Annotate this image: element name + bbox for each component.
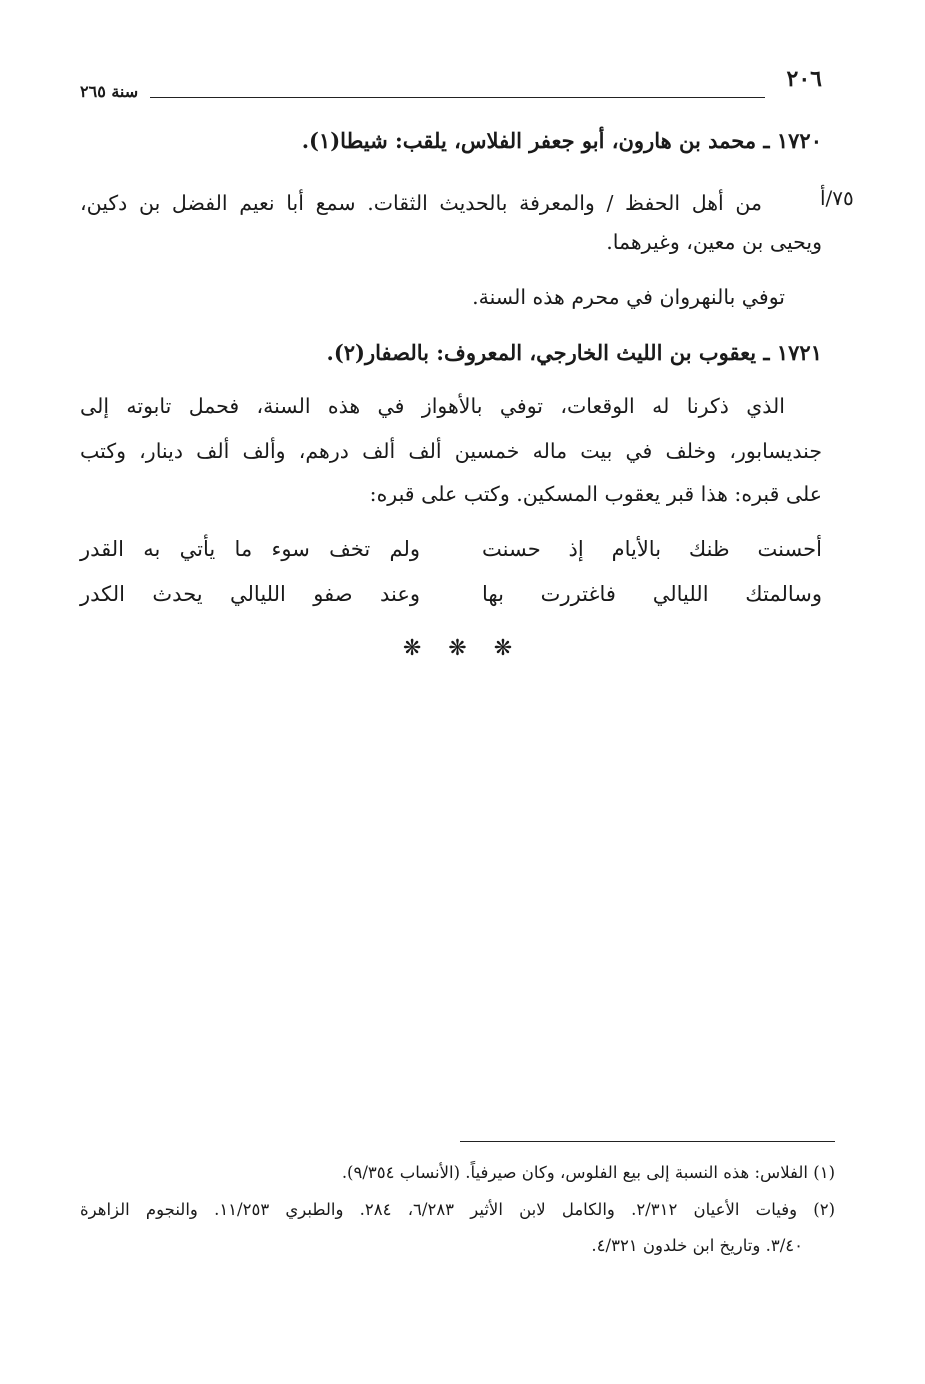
footnote-1: (١) الفلاس: هذه النسبة إلى بيع الفلوس، وكان صيرفياً. (الأنساب ٩/٣٥٤). — [341, 1163, 835, 1182]
section-separator-stars: ❋ ❋ ❋ — [402, 636, 523, 661]
entry-1720-line-3: توفي بالنهروان في محرم هذه السنة. — [472, 285, 785, 309]
entry-1720-heading: ١٧٢٠ ـ محمد بن هارون، أبو جعفر الفلاس، يلقب: شيطا(١). — [301, 128, 822, 153]
poem-verse-1-second-hemistich: ولم تخف سوء ما يأتي به القدر — [80, 537, 420, 561]
entry-1721-heading: ١٧٢١ ـ يعقوب بن الليث الخارجي، المعروف: بالصفار(٢). — [326, 340, 822, 365]
footnote-rule — [460, 1141, 835, 1142]
poem-verse-1-first-hemistich: أحسنت ظنك بالأيام إذ حسنت — [482, 537, 822, 561]
entry-1720-line-1 — [80, 184, 822, 222]
entry-1720-line-2: ويحيى بن معين، وغيرهما. — [606, 230, 822, 254]
running-head-year: سنة ٢٦٥ — [80, 82, 139, 101]
poem-verse-2-second-hemistich: وعند صفو الليالي يحدث الكدر — [80, 582, 420, 606]
entry-1721-line-3: على قبره: هذا قبر يعقوب المسكين. وكتب على قبره: — [369, 482, 822, 506]
footnote-2-line-2: ٣/٤٠. وتاريخ ابن خلدون ٤/٣٢١. — [591, 1236, 803, 1255]
page-number: ٢٠٦ — [786, 66, 822, 92]
footnote-2-line-1: (٢) وفيات الأعيان ٢/٣١٢. والكامل لابن الأثير ٦/٢٨٣، ٢٨٤. والطبري ١١/٢٥٣. والنجوم الزاهرة — [80, 1200, 835, 1219]
poem-verse-2-first-hemistich: وسالمتك الليالي فاغتررت بها — [482, 582, 822, 606]
entry-1720-line-1-text: من أهل الحفظ / والمعرفة بالحديث الثقات. سمع أبا نعيم الفضل بن دكين، — [80, 191, 762, 215]
entry-1721-line-2: جنديسابور، وخلف في بيت ماله خمسين ألف ألف درهم، وألف ألف دينار، وكتب — [80, 439, 822, 463]
manuscript-folio-ref: ٧٥/أ — [820, 186, 854, 210]
header-rule — [150, 97, 765, 98]
entry-1721-line-1: الذي ذكرنا له الوقعات، توفي بالأهواز في هذه السنة، فحمل تابوته إلى — [80, 394, 785, 418]
